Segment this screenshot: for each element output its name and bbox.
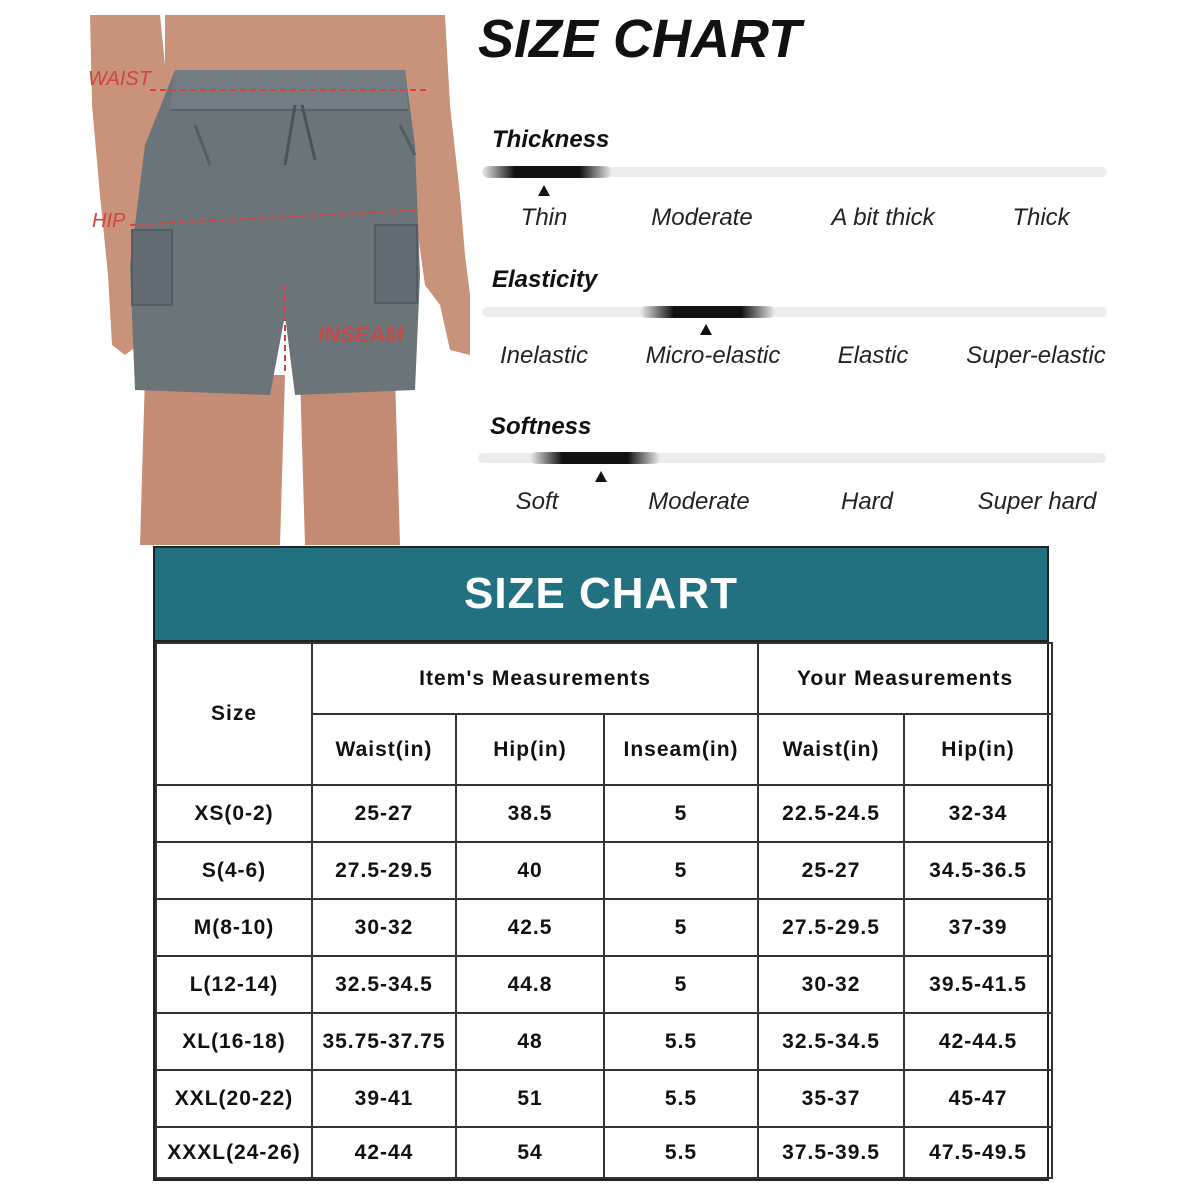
size-cell: XL(16-18) bbox=[156, 1013, 312, 1070]
table-cell: 32.5-34.5 bbox=[312, 956, 456, 1013]
thickness-level-a-bit-thick: A bit thick bbox=[831, 204, 935, 231]
size-cell: XXL(20-22) bbox=[156, 1070, 312, 1127]
table-cell: 39.5-41.5 bbox=[904, 956, 1052, 1013]
table-row bbox=[156, 842, 1052, 899]
table-cell: 42-44.5 bbox=[904, 1013, 1052, 1070]
table-cell: 35-37 bbox=[758, 1070, 904, 1127]
table-cell: 30-32 bbox=[312, 899, 456, 956]
col-item-hip: Hip(in) bbox=[456, 714, 604, 785]
table-cell: 35.75-37.75 bbox=[312, 1013, 456, 1070]
table-cell: 5 bbox=[604, 785, 758, 842]
table-cell: 27.5-29.5 bbox=[312, 842, 456, 899]
table-cell: 39-41 bbox=[312, 1070, 456, 1127]
table-cell: 47.5-49.5 bbox=[904, 1127, 1052, 1178]
table-cell: 37-39 bbox=[904, 899, 1052, 956]
table-cell: 27.5-29.5 bbox=[758, 899, 904, 956]
table-cell: 38.5 bbox=[456, 785, 604, 842]
softness-level-moderate: Moderate bbox=[648, 488, 750, 515]
table-cell: 51 bbox=[456, 1070, 604, 1127]
softness-fill bbox=[530, 452, 660, 464]
your-measurements-header: Your Measurements bbox=[758, 643, 1052, 714]
table-cell: 5 bbox=[604, 842, 758, 899]
table-row bbox=[156, 899, 1052, 956]
product-photo bbox=[70, 15, 470, 545]
page-title: SIZE CHART bbox=[478, 9, 802, 69]
table-row bbox=[156, 1013, 1052, 1070]
elasticity-fill bbox=[640, 306, 775, 318]
table-cell: 30-32 bbox=[758, 956, 904, 1013]
elasticity-level-super-elastic: Super-elastic bbox=[966, 342, 1106, 369]
table-title: SIZE CHART bbox=[155, 548, 1047, 642]
size-cell: XS(0-2) bbox=[156, 785, 312, 842]
thickness-fill bbox=[482, 166, 612, 178]
col-your-waist: Waist(in) bbox=[758, 714, 904, 785]
elasticity-marker bbox=[700, 324, 712, 335]
table-cell: 32-34 bbox=[904, 785, 1052, 842]
table-cell: 5 bbox=[604, 899, 758, 956]
size-grid bbox=[155, 642, 1053, 1179]
softness-heading: Softness bbox=[490, 413, 592, 440]
size-cell: S(4-6) bbox=[156, 842, 312, 899]
table-row bbox=[156, 1127, 1052, 1178]
size-header: Size bbox=[156, 643, 312, 785]
shorts-model-illustration bbox=[70, 15, 470, 545]
hip-label: HIP bbox=[92, 210, 126, 232]
table-cell: 45-47 bbox=[904, 1070, 1052, 1127]
table-cell: 22.5-24.5 bbox=[758, 785, 904, 842]
table-cell: 25-27 bbox=[312, 785, 456, 842]
thickness-level-thick: Thick bbox=[1012, 204, 1070, 231]
waist-label: WAIST bbox=[88, 68, 151, 90]
table-cell: 5.5 bbox=[604, 1070, 758, 1127]
table-cell: 48 bbox=[456, 1013, 604, 1070]
table-cell: 5.5 bbox=[604, 1127, 758, 1178]
col-item-waist: Waist(in) bbox=[312, 714, 456, 785]
col-your-hip: Hip(in) bbox=[904, 714, 1052, 785]
thickness-marker bbox=[538, 185, 550, 196]
table-row bbox=[156, 956, 1052, 1013]
inseam-label: INSEAM bbox=[318, 322, 404, 347]
table-cell: 5 bbox=[604, 956, 758, 1013]
table-row bbox=[156, 1070, 1052, 1127]
table-row bbox=[156, 785, 1052, 842]
elasticity-level-inelastic: Inelastic bbox=[499, 342, 589, 369]
table-cell: 42.5 bbox=[456, 899, 604, 956]
elasticity-level-micro-elastic: Micro-elastic bbox=[645, 342, 781, 369]
table-cell: 44.8 bbox=[456, 956, 604, 1013]
thickness-level-thin: Thin bbox=[520, 204, 568, 231]
table-cell: 54 bbox=[456, 1127, 604, 1178]
table-cell: 25-27 bbox=[758, 842, 904, 899]
size-cell: L(12-14) bbox=[156, 956, 312, 1013]
softness-level-soft: Soft bbox=[515, 488, 559, 515]
thickness-level-moderate: Moderate bbox=[651, 204, 753, 231]
thickness-heading: Thickness bbox=[492, 126, 610, 153]
elasticity-heading: Elasticity bbox=[492, 266, 598, 293]
table-cell: 42-44 bbox=[312, 1127, 456, 1178]
size-cell: XXXL(24-26) bbox=[156, 1127, 312, 1178]
size-table bbox=[153, 546, 1049, 1181]
table-cell: 37.5-39.5 bbox=[758, 1127, 904, 1178]
softness-level-super-hard: Super hard bbox=[977, 488, 1097, 515]
col-item-inseam: Inseam(in) bbox=[604, 714, 758, 785]
softness-level-hard: Hard bbox=[840, 488, 894, 515]
table-cell: 32.5-34.5 bbox=[758, 1013, 904, 1070]
table-cell: 34.5-36.5 bbox=[904, 842, 1052, 899]
size-cell: M(8-10) bbox=[156, 899, 312, 956]
table-cell: 5.5 bbox=[604, 1013, 758, 1070]
items-measurements-header: Item's Measurements bbox=[312, 643, 758, 714]
table-cell: 40 bbox=[456, 842, 604, 899]
elasticity-level-elastic: Elastic bbox=[837, 342, 909, 369]
elasticity-track bbox=[482, 307, 1107, 317]
softness-marker bbox=[595, 471, 607, 482]
